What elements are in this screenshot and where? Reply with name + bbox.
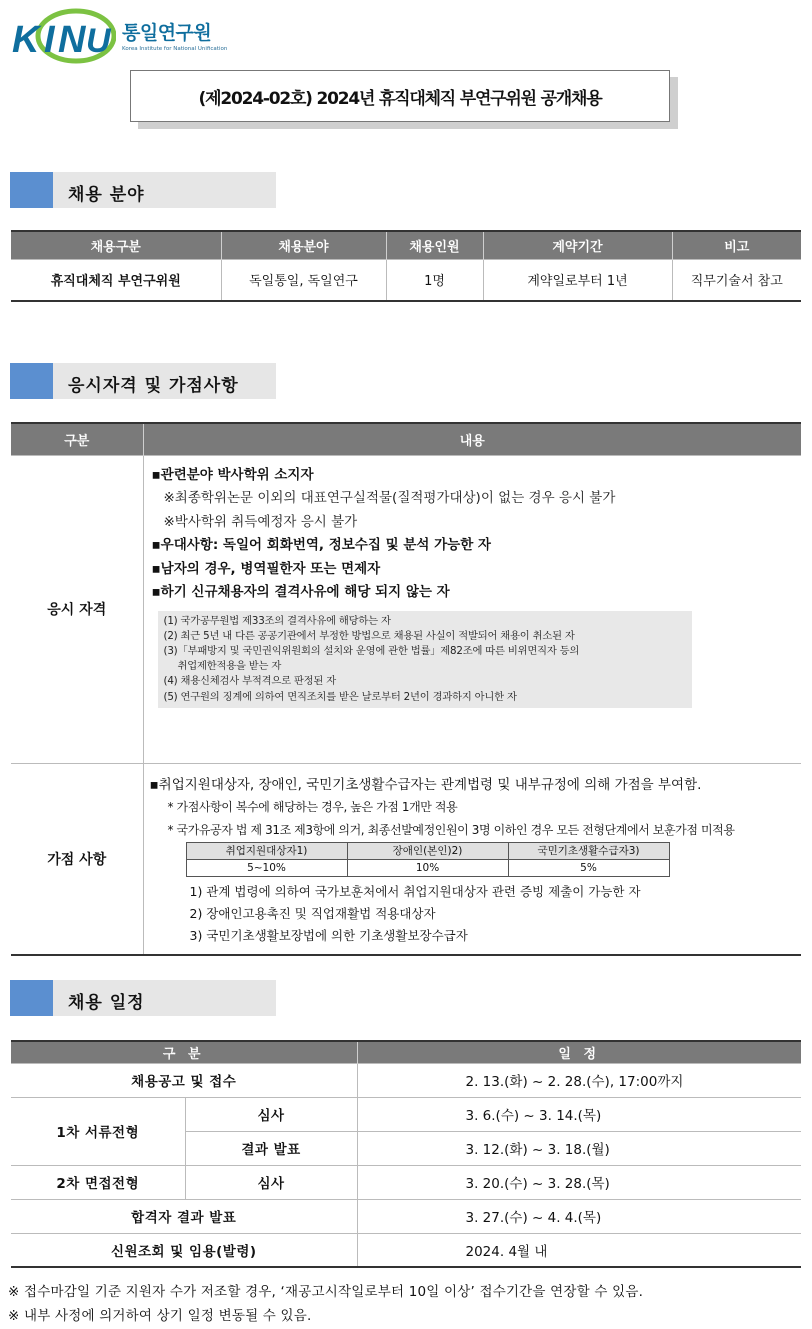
kinu-logo-icon — [10, 8, 116, 64]
section-title: 채용 일정 — [68, 993, 145, 1013]
disqualification-box — [158, 611, 692, 708]
table-row — [11, 1097, 801, 1131]
list-item: ▪하기 신규채용자의 결격사유에 해당 되지 않는 자 — [151, 584, 450, 600]
section-marker — [10, 363, 53, 399]
field-table — [11, 230, 801, 302]
column-header: 계약기간 — [483, 231, 672, 259]
table-cell: 1명 — [386, 259, 483, 301]
section-title: 응시자격 및 가점사항 — [68, 376, 239, 396]
schedule-label: 합격자 결과 발표 — [11, 1199, 357, 1233]
table-header-row — [11, 1041, 801, 1063]
column-header: 구분 — [11, 423, 143, 455]
schedule-date: 2. 13.(화) ~ 2. 28.(수), 17:00까지 — [357, 1063, 801, 1097]
svg-text:N: N — [58, 19, 86, 61]
schedule-table — [11, 1040, 801, 1268]
title-box — [130, 70, 670, 122]
table-row — [11, 763, 801, 955]
list-item: (2) 최근 5년 내 다른 공공기관에서 부정한 방법으로 채용된 사실이 적발되어 채용이 취소된 자 — [163, 629, 575, 642]
table-header-row — [186, 842, 669, 859]
column-header: 채용인원 — [386, 231, 483, 259]
list-note: ※박사학위 취득예정자 응시 불가 — [163, 513, 358, 530]
table-cell: 10% — [347, 859, 508, 876]
footnote: 2) 장애인고용촉진 및 직업재활법 적용대상자 — [189, 905, 436, 921]
footnote: 3) 국민기초생활보장법에 의한 기초생활보장수급자 — [189, 927, 468, 943]
section-header-qualification — [10, 363, 276, 399]
schedule-date: 3. 12.(화) ~ 3. 18.(월) — [357, 1131, 801, 1165]
table-cell: 취업지원대상자1) — [186, 842, 347, 859]
footnote: ※ 내부 사정에 의거하여 상기 일정 변동될 수 있음. — [8, 1308, 312, 1324]
svg-text:I: I — [44, 19, 55, 61]
table-header-row — [11, 423, 801, 455]
column-header: 비고 — [672, 231, 801, 259]
logo-korean-name: 통일연구원 — [122, 22, 212, 44]
bonus-content — [143, 763, 801, 955]
schedule-date: 3. 6.(수) ~ 3. 14.(목) — [357, 1097, 801, 1131]
table-row — [11, 1233, 801, 1267]
table-cell: 국민기초생활수급자3) — [508, 842, 669, 859]
table-header-row — [11, 231, 801, 259]
table-cell: 독일통일, 독일연구 — [221, 259, 386, 301]
svg-text:K: K — [12, 19, 40, 61]
list-item: ▪우대사항: 독일어 회화번역, 정보수집 및 분석 가능한 자 — [151, 537, 491, 553]
section-header-field — [10, 172, 276, 208]
list-item: ▪취업지원대상자, 장애인, 국민기초생활수급자는 관계법령 및 내부규정에 의해 가점을 부여함. — [149, 776, 702, 793]
column-header: 채용분야 — [221, 231, 386, 259]
list-item: (4) 채용신체검사 부적격으로 판정된 자 — [163, 675, 336, 688]
list-item: (3)「부패방지 및 국민권익위원회의 설치와 운영에 관한 법률」제82조에 따른 비위면직자 등의 — [163, 644, 580, 657]
list-item: ▪관련분야 박사학위 소지자 — [151, 466, 314, 483]
qualification-table — [11, 422, 801, 956]
list-note: * 국가유공자 법 제 31조 제3항에 의거, 최종선발예정인원이 3명 이하인 경우 모든 전형단계에서 보훈가점 미적용 — [167, 822, 735, 837]
table-cell: 장애인(본인)2) — [347, 842, 508, 859]
list-note: ※최종학위논문 이외의 대표연구실적물(질적평가대상)이 없는 경우 응시 불가 — [163, 490, 616, 506]
row-label: 응시 자격 — [11, 455, 143, 763]
section-marker — [10, 172, 53, 208]
list-item: (1) 국가공무원법 제33조의 결격사유에 해당하는 자 — [163, 614, 391, 627]
list-item: 취업제한적용을 받는 자 — [177, 660, 282, 673]
table-cell: 휴직대체직 부연구위원 — [11, 259, 221, 301]
schedule-stage: 2차 면접전형 — [11, 1165, 185, 1199]
footnote: 1) 관계 법령에 의하여 국가보훈처에서 취업지원대상자 관련 증빙 제출이 가능한 자 — [189, 883, 641, 899]
table-cell: 계약일로부터 1년 — [483, 259, 672, 301]
bonus-list — [144, 764, 802, 954]
footnote: ※ 접수마감일 기준 지원자 수가 저조할 경우, ‘재공고시작일로부터 10일 이상’ 접수기간을 연장할 수 있음. — [8, 1284, 644, 1300]
column-header: 구 분 — [11, 1041, 357, 1063]
logo-english-name: Korea Institute for National Unification — [122, 46, 228, 52]
list-note: * 가점사항이 복수에 해당하는 경우, 높은 가점 1개만 적용 — [167, 799, 458, 814]
row-label: 가점 사항 — [11, 763, 143, 955]
column-header: 내용 — [143, 423, 801, 455]
table-row — [11, 455, 801, 763]
schedule-date: 3. 20.(수) ~ 3. 28.(목) — [357, 1165, 801, 1199]
table-cell: 5% — [508, 859, 669, 876]
table-row — [11, 1063, 801, 1097]
schedule-substage: 심사 — [185, 1165, 357, 1199]
section-header-schedule — [10, 980, 276, 1016]
bonus-rate-table — [186, 842, 670, 877]
section-marker — [10, 980, 53, 1016]
schedule-date: 2024. 4월 내 — [357, 1233, 801, 1267]
page-title: (제2024-02호) 2024년 휴직대체직 부연구위원 공개채용 — [198, 88, 602, 109]
table-row — [11, 1165, 801, 1199]
qualification-content — [143, 455, 801, 763]
column-header: 일 정 — [357, 1041, 801, 1063]
schedule-date: 3. 27.(수) ~ 4. 4.(목) — [357, 1199, 801, 1233]
table-row — [186, 859, 669, 876]
list-item: ▪남자의 경우, 병역필한자 또는 면제자 — [151, 560, 381, 577]
schedule-label: 신원조회 및 임용(발령) — [11, 1233, 357, 1267]
table-cell: 5~10% — [186, 859, 347, 876]
schedule-label: 채용공고 및 접수 — [11, 1063, 357, 1097]
column-header: 채용구분 — [11, 231, 221, 259]
schedule-substage: 심사 — [185, 1097, 357, 1131]
table-row — [11, 1199, 801, 1233]
qualification-list — [144, 456, 802, 763]
list-item: (5) 연구원의 징계에 의하여 면직조치를 받은 날로부터 2년이 경과하지 아니한 자 — [163, 690, 517, 703]
logo — [10, 8, 228, 64]
schedule-stage: 1차 서류전형 — [11, 1097, 185, 1165]
schedule-substage: 결과 발표 — [185, 1131, 357, 1165]
section-title: 채용 분야 — [68, 185, 145, 205]
svg-text:U: U — [86, 22, 111, 60]
table-cell: 직무기술서 참고 — [672, 259, 801, 301]
table-row — [11, 259, 801, 301]
